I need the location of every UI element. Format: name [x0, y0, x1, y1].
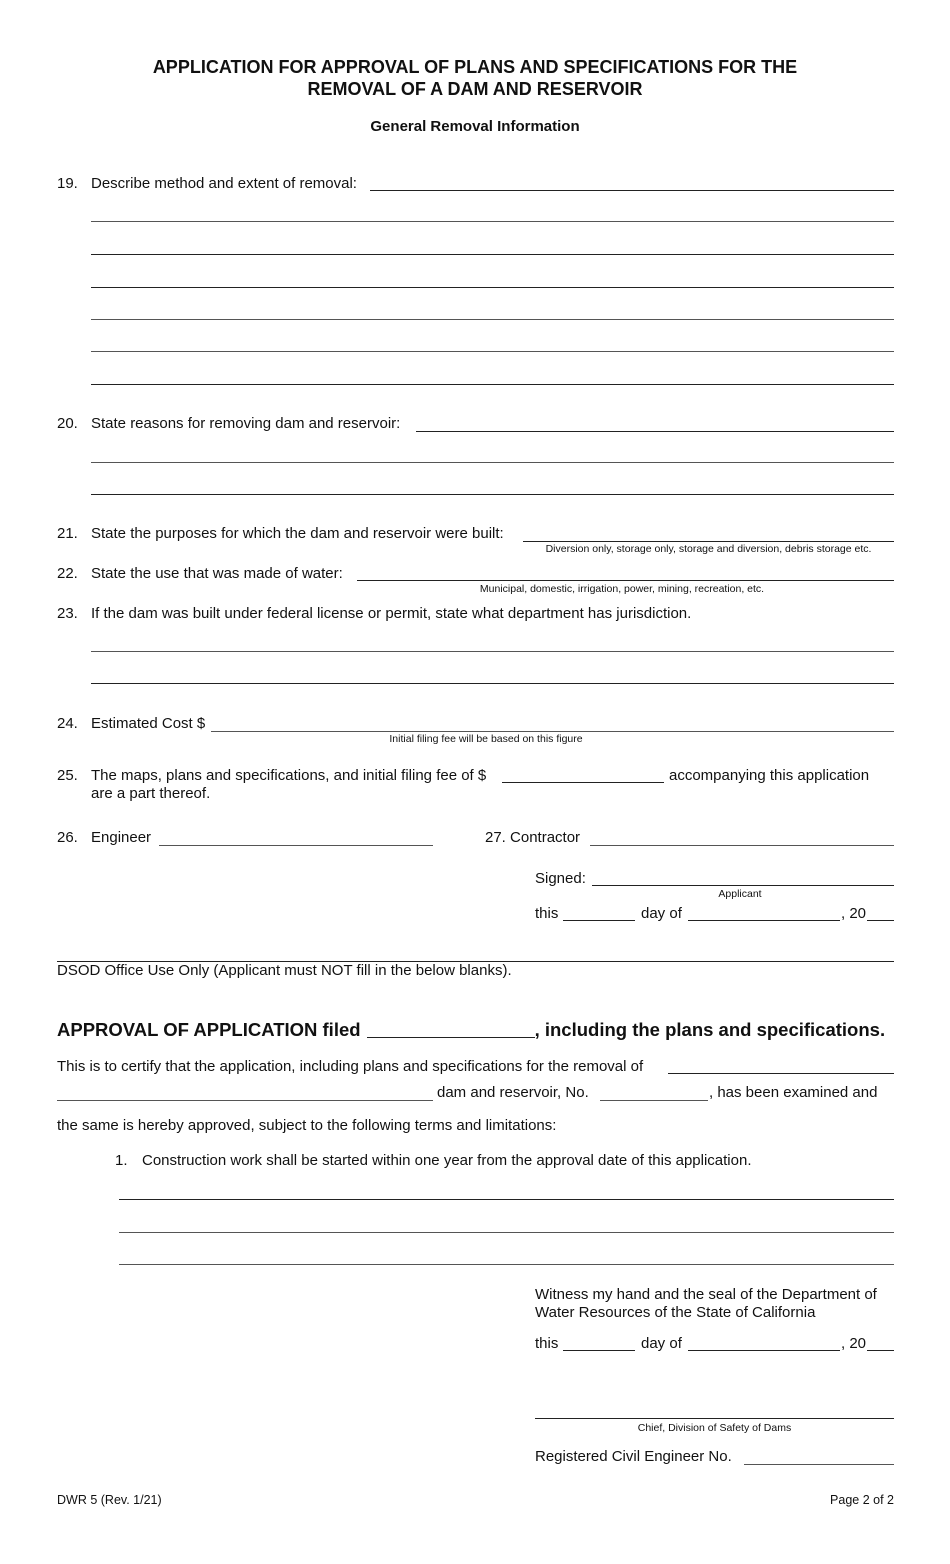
q19-line-6[interactable] — [91, 351, 894, 352]
form-title-line1: APPLICATION FOR APPROVAL OF PLANS AND SPECIFICATIONS FOR THE — [152, 57, 798, 77]
dam-number-field[interactable] — [600, 1100, 708, 1101]
q20-field[interactable] — [416, 431, 894, 432]
q22-number: 22. — [57, 565, 78, 582]
q25-number: 25. — [57, 767, 78, 784]
q20-line-3[interactable] — [91, 494, 894, 495]
q24-number: 24. — [57, 715, 78, 732]
q22-field[interactable] — [357, 580, 894, 581]
q26-number: 26. — [57, 829, 78, 846]
certify-line1: This is to certify that the application, including plans and specifications for the removal of — [57, 1058, 644, 1075]
q19-line-3[interactable] — [91, 254, 894, 255]
q19-line-2[interactable] — [91, 221, 894, 222]
q23-number: 23. — [57, 605, 78, 622]
dam-name-field[interactable] — [668, 1073, 894, 1074]
witness-year-label: , 20 — [841, 1335, 867, 1352]
q23-line-2[interactable] — [91, 683, 894, 684]
certify-line3: the same is hereby approved, subject to the following terms and limitations: — [57, 1117, 557, 1134]
contractor-field[interactable] — [590, 845, 894, 846]
certify-mid: dam and reservoir, No. — [437, 1084, 589, 1101]
q25-label-after: accompanying this application — [669, 767, 870, 784]
q25-fee-field[interactable] — [502, 782, 664, 783]
q24-label: Estimated Cost $ — [91, 715, 206, 732]
signed-label: Signed: — [535, 870, 586, 887]
q19-line-7[interactable] — [91, 384, 894, 385]
terms-line-3[interactable] — [119, 1264, 894, 1265]
signed-field[interactable] — [592, 885, 894, 886]
witness-this-label: this — [535, 1335, 559, 1352]
terms-line-1[interactable] — [119, 1199, 894, 1200]
term1-number: 1. — [115, 1152, 128, 1169]
q26-label: Engineer — [91, 829, 152, 846]
sign-month-field[interactable] — [688, 920, 840, 921]
q22-label: State the use that was made of water: — [91, 565, 343, 582]
terms-line-2[interactable] — [119, 1232, 894, 1233]
witness-line1: Witness my hand and the seal of the Department of — [535, 1286, 877, 1303]
chief-signature-field[interactable] — [535, 1418, 894, 1419]
chief-label: Chief, Division of Safety of Dams — [637, 1422, 792, 1434]
q21-label: State the purposes for which the dam and reservoir were built: — [91, 525, 504, 542]
sign-year-label: , 20 — [841, 905, 867, 922]
certify-end: , has been examined and — [709, 1084, 878, 1101]
q21-hint: Diversion only, storage only, storage and diversion, debris storage etc. — [545, 543, 872, 555]
q19-number: 19. — [57, 175, 78, 192]
witness-month-field[interactable] — [688, 1350, 840, 1351]
approval-filed-field[interactable] — [367, 1036, 535, 1038]
q19-line-5[interactable] — [91, 319, 894, 320]
engineer-no-label: Registered Civil Engineer No. — [535, 1448, 732, 1465]
sign-day-of-label: day of — [641, 905, 682, 922]
sign-year-field[interactable] — [867, 920, 894, 921]
office-use-note: DSOD Office Use Only (Applicant must NOT fill in the below blanks). — [57, 962, 512, 979]
q24-hint: Initial filing fee will be based on this figure — [389, 733, 583, 745]
witness-day-of-label: day of — [641, 1335, 682, 1352]
q20-line-2[interactable] — [91, 462, 894, 463]
dam-name-field-2[interactable] — [57, 1100, 433, 1101]
form-id: DWR 5 (Rev. 1/21) — [57, 1493, 162, 1507]
witness-line2: Water Resources of the State of California — [535, 1304, 816, 1321]
q20-number: 20. — [57, 415, 78, 432]
q25-label: The maps, plans and specifications, and initial filing fee of $ — [91, 767, 487, 784]
q24-field[interactable] — [211, 731, 894, 732]
q20-label: State reasons for removing dam and reservoir: — [91, 415, 401, 432]
form-title-line2: REMOVAL OF A DAM AND RESERVOIR — [307, 79, 643, 99]
sign-this-label: this — [535, 905, 559, 922]
page-number: Page 2 of 2 — [830, 1493, 894, 1507]
approval-heading-after: , including the plans and specifications. — [534, 1019, 886, 1040]
q27-label: 27. Contractor — [485, 829, 581, 846]
witness-year-field[interactable] — [867, 1350, 894, 1351]
applicant-hint: Applicant — [718, 888, 762, 900]
q23-line-1[interactable] — [91, 651, 894, 652]
approval-heading — [57, 1019, 885, 1041]
q19-field[interactable] — [370, 190, 894, 191]
engineer-field[interactable] — [159, 845, 433, 846]
engineer-no-field[interactable] — [744, 1464, 894, 1465]
q21-number: 21. — [57, 525, 78, 542]
q25-label-line2: are a part thereof. — [91, 785, 211, 802]
witness-day-field[interactable] — [563, 1350, 635, 1351]
approval-heading-before: APPROVAL OF APPLICATION filed — [57, 1019, 361, 1040]
q21-field[interactable] — [523, 541, 894, 542]
q19-label: Describe method and extent of removal: — [91, 175, 357, 192]
q22-hint: Municipal, domestic, irrigation, power, mining, recreation, etc. — [479, 583, 765, 595]
q23-label: If the dam was built under federal license or permit, state what department has jurisdiction. — [91, 605, 692, 622]
term1-text: Construction work shall be started within one year from the approval date of this application. — [142, 1152, 752, 1169]
sign-day-field[interactable] — [563, 920, 635, 921]
q19-line-4[interactable] — [91, 287, 894, 288]
section-subtitle: General Removal Information — [370, 118, 580, 135]
